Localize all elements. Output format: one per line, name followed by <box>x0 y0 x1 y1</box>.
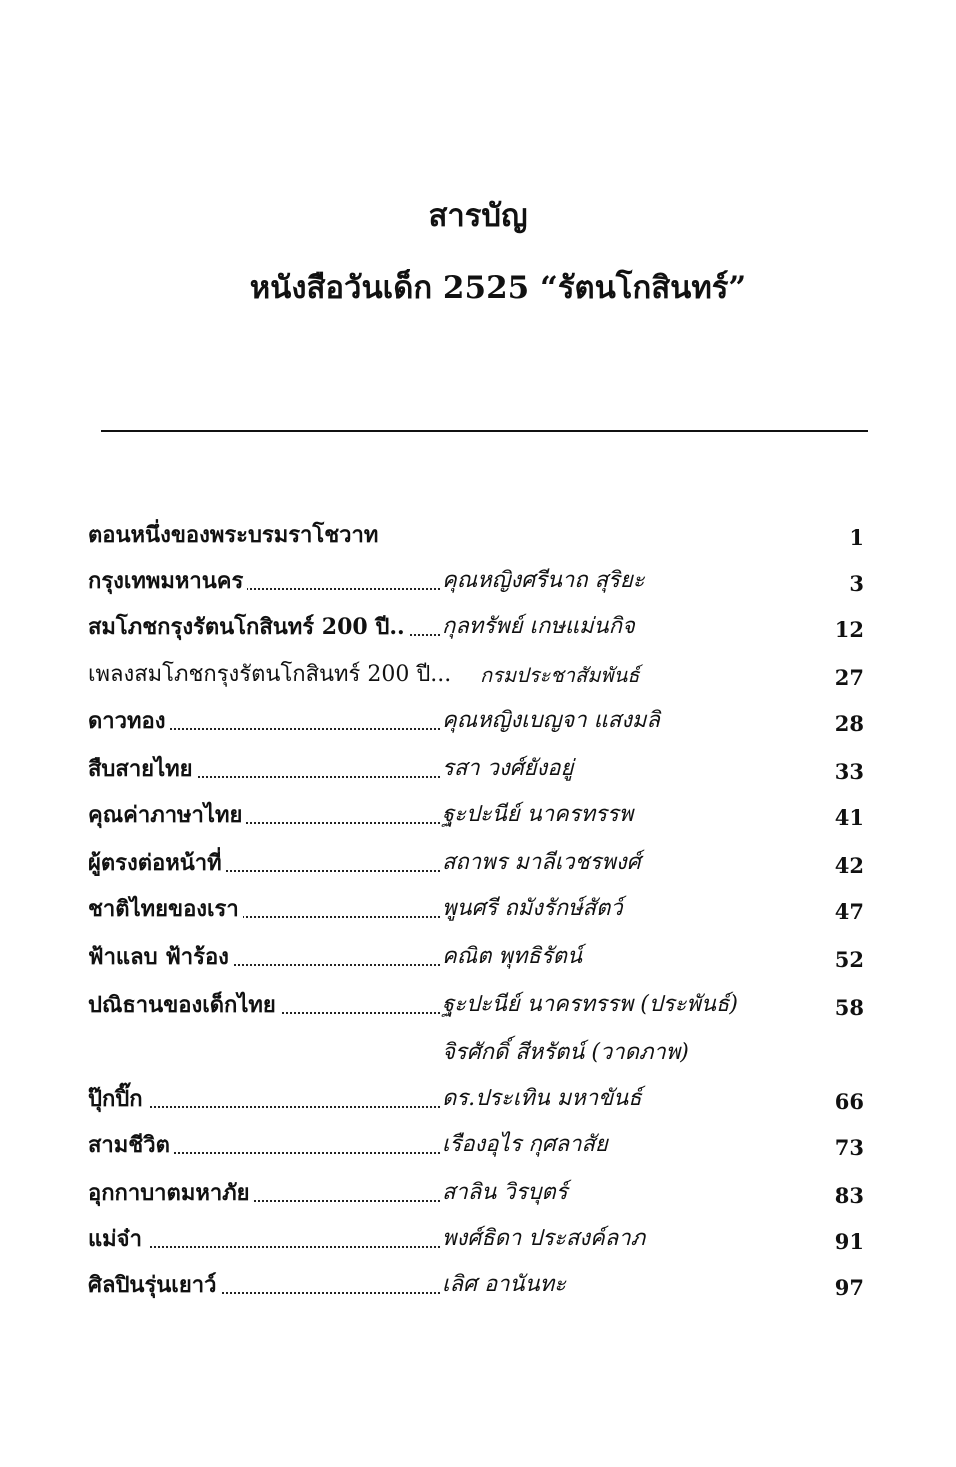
toc-entry-author: พูนศรี ถมังรักษ์สัตว์ <box>442 896 623 921</box>
toc-entry-page: 83 <box>834 1183 864 1208</box>
toc-entry-page: 28 <box>834 711 864 736</box>
toc-entry-page: 91 <box>834 1229 864 1254</box>
toc-leader-dots <box>150 1152 440 1154</box>
toc-entry-title: ชาติไทยของเรา <box>88 894 243 924</box>
toc-entry-page: 52 <box>834 947 864 972</box>
toc-entry-title: ศิลปินรุ่นเยาว์ <box>88 1270 220 1300</box>
toc-entry-author: รสา วงศ์ยังอยู่ <box>442 756 574 781</box>
toc-entry <box>0 840 956 884</box>
toc-entry-title: กรุงเทพมหานคร <box>88 566 247 596</box>
toc-leader-dots <box>150 1246 440 1248</box>
toc-entry <box>0 512 956 556</box>
toc-entry <box>0 1122 956 1166</box>
toc-entry-page: 12 <box>834 617 864 642</box>
toc-entry-title: แม่จ๋า <box>88 1224 146 1254</box>
toc-entry-page: 41 <box>834 805 864 830</box>
toc-entry-page: 3 <box>849 571 864 596</box>
toc-entry <box>0 792 956 836</box>
toc-entry-author: ดร.ประเทิน มหาขันธ์ <box>442 1086 642 1111</box>
toc-entry-author: ฐะปะนีย์ นาครทรรพ (ประพันธ์) <box>442 992 738 1017</box>
toc-entry-author: ฐะปะนีย์ นาครทรรพ <box>442 802 634 827</box>
toc-entry <box>0 1262 956 1306</box>
toc-entry <box>0 982 956 1026</box>
toc-entry-author: คุณหญิงศรีนาถ สุริยะ <box>442 568 645 593</box>
toc-entry-title: สมโภชกรุงรัตนโกสินทร์ 200 ปี.. <box>88 612 409 642</box>
toc-entry-title: ผู้ตรงต่อหน้าที่ <box>88 848 226 878</box>
toc-entry-author: สาลิน วิรบุตร์ <box>442 1180 568 1205</box>
toc-entry-title: ปุ๊กปิ๊ก <box>88 1084 147 1114</box>
toc-entry-author: เรืองอุไร กุศลาสัย <box>442 1132 608 1157</box>
toc-entry <box>0 558 956 602</box>
toc-entry-title: อุกกาบาตมหาภัย <box>88 1178 254 1208</box>
toc-entry-page: 97 <box>834 1275 864 1300</box>
toc-entry <box>0 934 956 978</box>
toc-entry-title: ตอนหนึ่งของพระบรมราโชวาท <box>88 520 382 550</box>
toc-entry-author-secondary: จิรศักดิ์ สีหรัตน์ (วาดภาพ) <box>442 1040 689 1065</box>
toc-entry-title: คุณค่าภาษาไทย <box>88 800 246 830</box>
toc-entry-title: ปณิธานของเด็กไทย <box>88 990 280 1020</box>
toc-entry <box>0 652 956 696</box>
page-title: สารบัญ <box>428 198 528 234</box>
toc-leader-dots <box>150 1106 440 1108</box>
toc-entry-author: กุลทรัพย์ เกษแม่นกิจ <box>442 614 635 639</box>
toc-entry-title: สามชีวิต <box>88 1130 174 1160</box>
toc-entry-page: 47 <box>834 899 864 924</box>
toc-entry <box>0 886 956 930</box>
toc-entry-page: 66 <box>834 1089 864 1114</box>
page-subtitle: หนังสือวันเด็ก 2525 “รัตนโกสินทร์” <box>249 270 747 306</box>
toc-entry-page: 58 <box>834 995 864 1020</box>
toc-entry-author: เลิศ อานันทะ <box>442 1272 566 1297</box>
toc-entry-page: 42 <box>834 853 864 878</box>
toc-entry-title: ดาวทอง <box>88 706 169 736</box>
toc-entry-author: คุณหญิงเบญจา แสงมลิ <box>442 708 660 733</box>
toc-entry-title: ฟ้าแลบ ฟ้าร้อง <box>88 942 233 972</box>
toc-entry-page: 1 <box>849 525 864 550</box>
toc-leader-dots <box>150 728 440 730</box>
toc-entry <box>0 1170 956 1214</box>
toc-entry-author: สถาพร มาลีเวชรพงศ์ <box>442 850 641 875</box>
toc-entry-title: เพลงสมโภชกรุงรัตนโกสินทร์ 200 ปี... <box>88 660 455 690</box>
toc-entry-page: 73 <box>834 1135 864 1160</box>
toc-entry <box>0 1216 956 1260</box>
toc-entry-title: สืบสายไทย <box>88 754 197 784</box>
toc-entry-author: พงศ์ธิดา ประสงค์ลาภ <box>442 1226 646 1251</box>
toc-entry-author: คณิต พุทธิรัตน์ <box>442 944 582 969</box>
toc-entry <box>0 604 956 648</box>
toc-entry-page: 27 <box>834 665 864 690</box>
toc-entry <box>0 1076 956 1120</box>
toc-entry-author: กรมประชาสัมพันธ์ <box>480 663 640 687</box>
toc-entry <box>0 698 956 742</box>
toc-entry <box>0 746 956 790</box>
toc-entry-page: 33 <box>834 759 864 784</box>
